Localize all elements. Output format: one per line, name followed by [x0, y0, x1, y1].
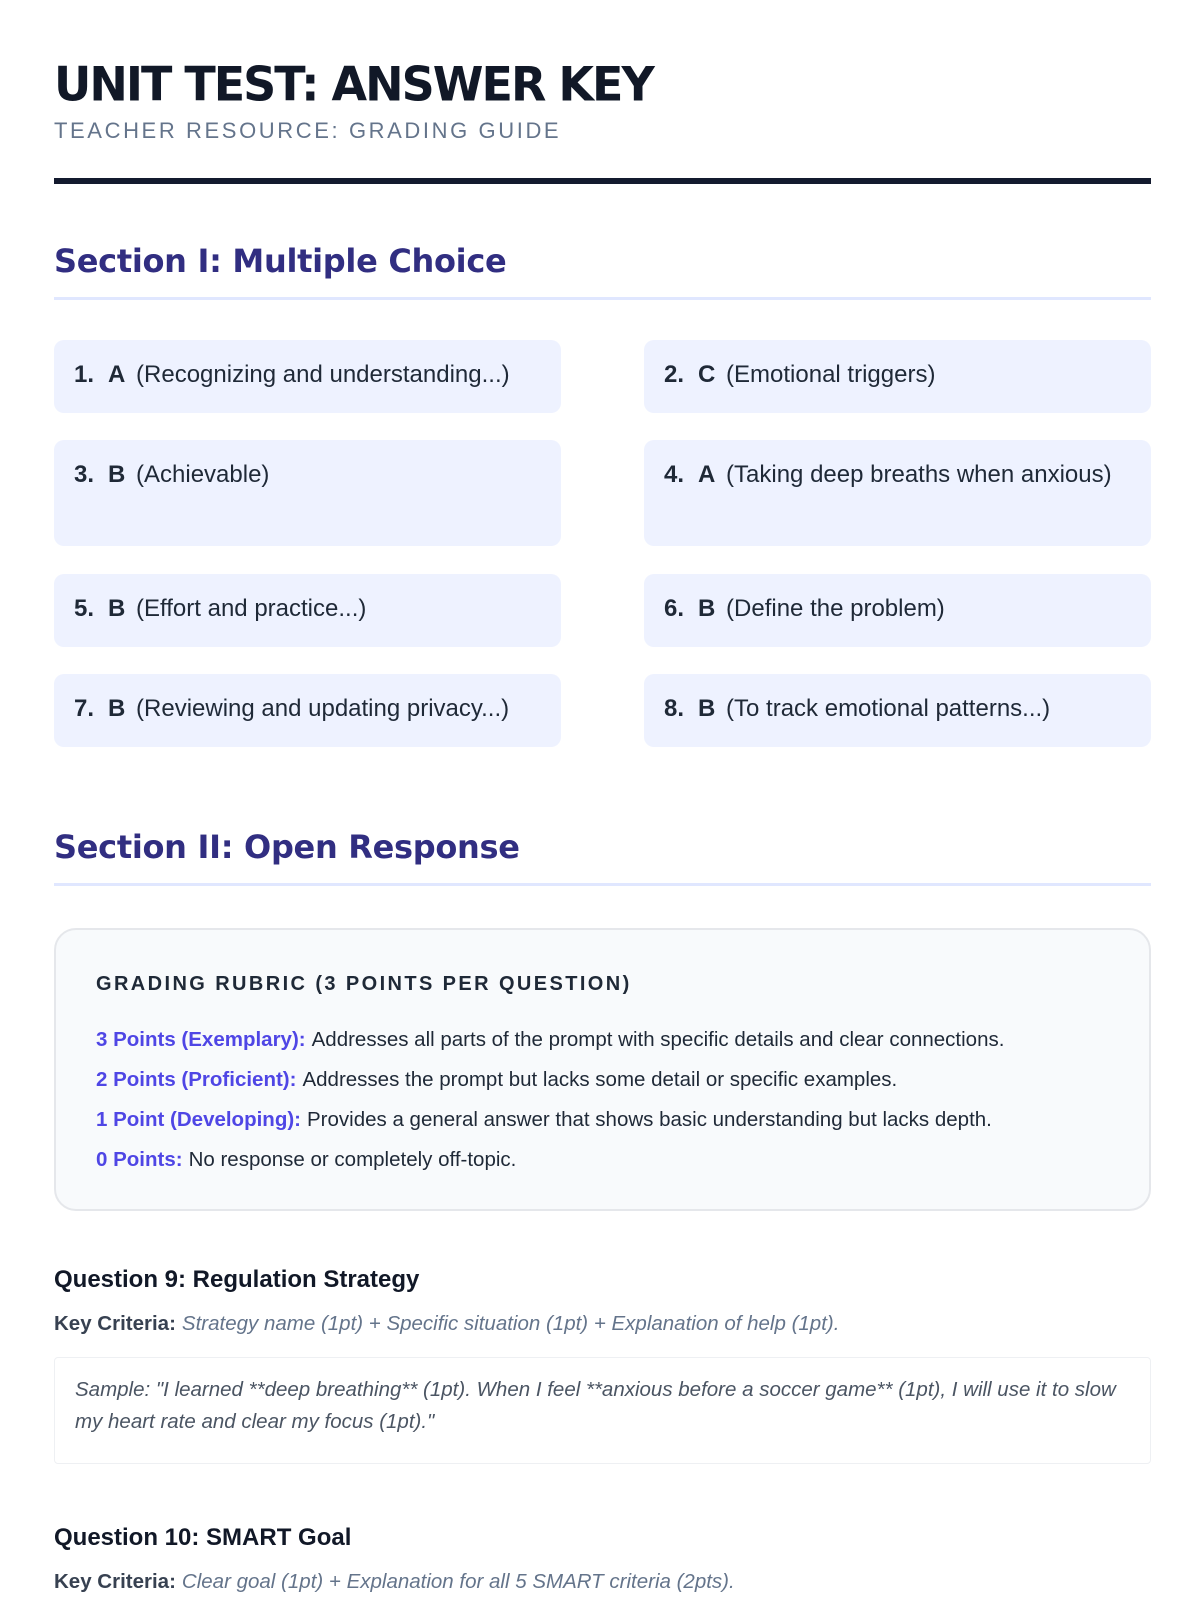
- answer-text: (Taking deep breaths when anxious): [726, 461, 1112, 488]
- answer-text: (Effort and practice...): [136, 595, 367, 622]
- answer-letter: C: [698, 361, 716, 388]
- answer-letter: B: [108, 595, 126, 622]
- rubric-description: Addresses the prompt but lacks some detail or specific examples.: [302, 1068, 898, 1091]
- answer-letter: B: [108, 461, 126, 488]
- answer-card-5: [54, 574, 561, 647]
- answer-text: (Emotional triggers): [726, 361, 936, 388]
- answer-number: 1.: [74, 361, 95, 388]
- key-criteria: [54, 1309, 1151, 1339]
- criteria-label: Key Criteria:: [54, 1312, 176, 1335]
- answer-card-2: [644, 340, 1151, 413]
- rubric-item-3-points: [96, 1020, 1109, 1060]
- answer-card-7: [54, 674, 561, 747]
- rubric-level: 2 Points (Proficient):: [96, 1068, 297, 1091]
- answer-number: 7.: [74, 695, 95, 722]
- answer-text: (To track emotional patterns...): [726, 695, 1051, 722]
- key-criteria: [54, 1567, 1151, 1597]
- section-open-response-header: [54, 825, 1151, 886]
- answer-card-6: [644, 574, 1151, 647]
- answer-number: 6.: [664, 595, 685, 622]
- question-title: Question 10: SMART Goal: [54, 1524, 352, 1551]
- question-10-block: [54, 1521, 1151, 1597]
- sample-answer: Sample: "I learned **deep breathing** (1pt). When I feel **anxious before a soccer game** (1pt), I will use it to slow my heart rate and clear my focus (1pt).": [54, 1357, 1151, 1464]
- rubric-item-2-points: [96, 1060, 1109, 1100]
- document-header: [54, 0, 1151, 184]
- rubric-description: Addresses all parts of the prompt with specific details and clear connections.: [311, 1028, 1005, 1051]
- answer-card-4: [644, 440, 1151, 546]
- section-divider: [54, 297, 1151, 300]
- answer-text: (Define the problem): [726, 595, 945, 622]
- criteria-text: Clear goal (1pt) + Explanation for all 5 SMART criteria (2pts).: [181, 1570, 735, 1593]
- grading-rubric-box: [54, 928, 1151, 1211]
- section-divider: [54, 883, 1151, 886]
- rubric-description: No response or completely off-topic.: [188, 1148, 517, 1171]
- document-subtitle: TEACHER RESOURCE: GRADING GUIDE: [54, 118, 562, 143]
- answer-letter: B: [108, 695, 126, 722]
- answer-text: (Achievable): [136, 461, 270, 488]
- section-title-multiple-choice: Section I: Multiple Choice: [54, 242, 507, 280]
- answer-letter: A: [698, 461, 716, 488]
- multiple-choice-answers: [54, 340, 1151, 747]
- rubric-level: 0 Points:: [96, 1148, 183, 1171]
- answer-card-3: [54, 440, 561, 546]
- answer-number: 8.: [664, 695, 685, 722]
- document-title: UNIT TEST: ANSWER KEY: [54, 56, 653, 112]
- criteria-text: Strategy name (1pt) + Specific situation (1pt) + Explanation of help (1pt).: [181, 1312, 840, 1335]
- answer-letter: A: [108, 361, 126, 388]
- section-title-open-response: Section II: Open Response: [54, 828, 520, 866]
- answer-number: 4.: [664, 461, 685, 488]
- answer-card-1: [54, 340, 561, 413]
- answer-letter: B: [698, 695, 716, 722]
- answer-number: 3.: [74, 461, 95, 488]
- rubric-title: GRADING RUBRIC (3 POINTS PER QUESTION): [96, 973, 632, 995]
- answer-text: (Reviewing and updating privacy...): [136, 695, 510, 722]
- criteria-label: Key Criteria:: [54, 1570, 176, 1593]
- rubric-item-1-point: [96, 1100, 1109, 1140]
- answer-text: (Recognizing and understanding...): [136, 361, 510, 388]
- section-multiple-choice-header: [54, 239, 1151, 300]
- rubric-level: 3 Points (Exemplary):: [96, 1028, 306, 1051]
- rubric-item-0-points: [96, 1140, 1109, 1180]
- question-title: Question 9: Regulation Strategy: [54, 1266, 420, 1293]
- rubric-level: 1 Point (Developing):: [96, 1108, 301, 1131]
- answer-number: 2.: [664, 361, 685, 388]
- question-9-block: [54, 1263, 1151, 1464]
- answer-key-page: [54, 0, 1151, 1597]
- answer-card-8: [644, 674, 1151, 747]
- header-divider: [54, 178, 1151, 184]
- answer-number: 5.: [74, 595, 95, 622]
- answer-letter: B: [698, 595, 716, 622]
- rubric-description: Provides a general answer that shows basic understanding but lacks depth.: [307, 1108, 992, 1131]
